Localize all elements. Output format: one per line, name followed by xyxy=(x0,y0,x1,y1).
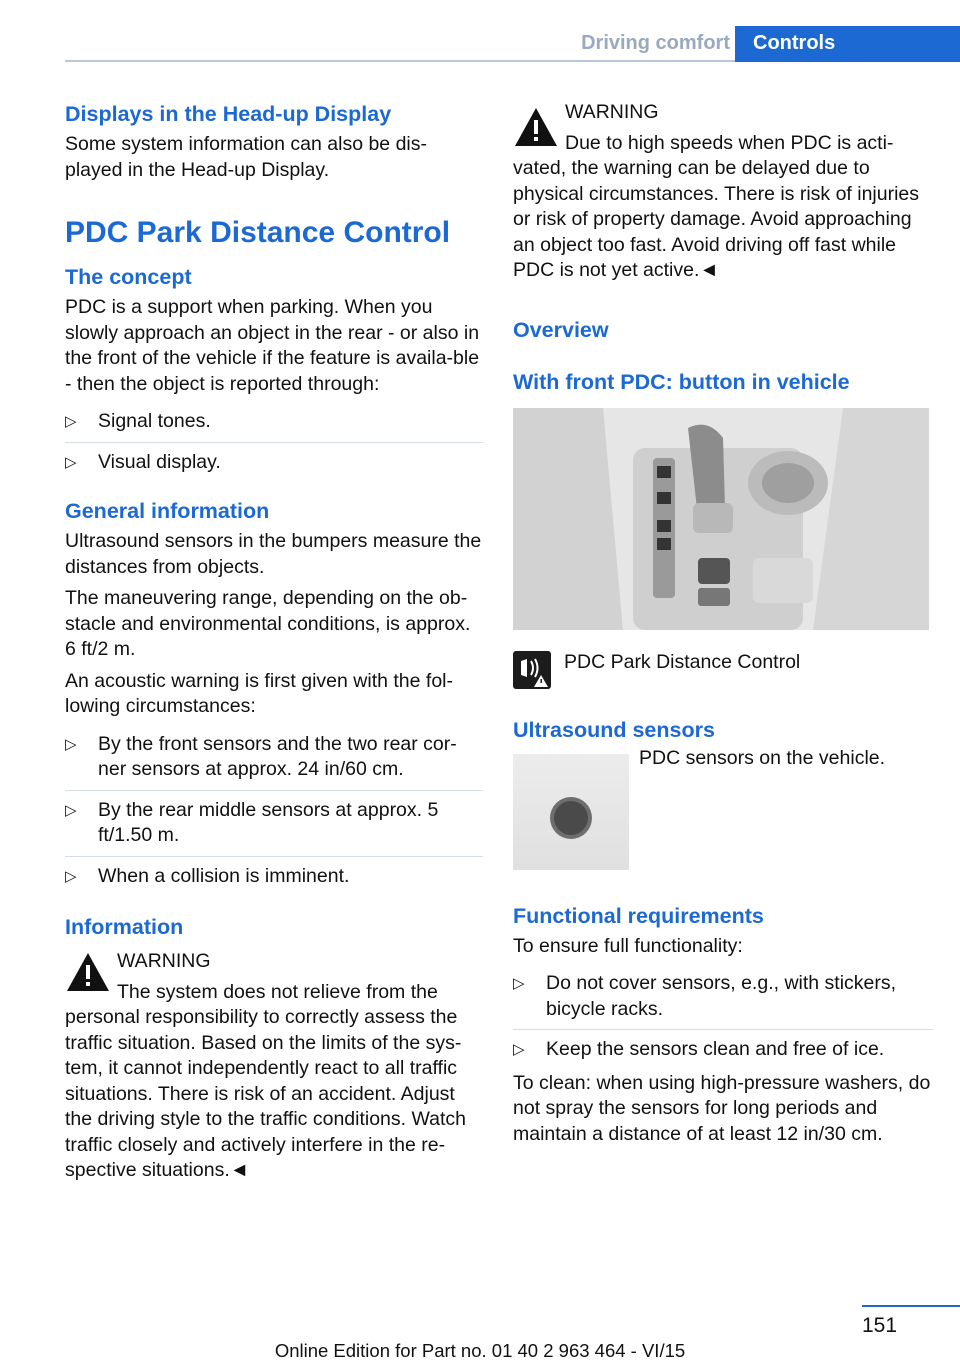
list-item: ▷ Do not cover sensors, e.g., with stickers, bicycle racks. xyxy=(513,972,897,1020)
info-heading: Information xyxy=(65,915,184,939)
sensors-caption: PDC sensors on the vehicle. xyxy=(639,746,886,769)
list-item: ▷ Signal tones. xyxy=(65,409,483,435)
divider xyxy=(65,790,483,791)
divider xyxy=(65,856,483,857)
bullet-icon: ▷ xyxy=(513,1041,525,1058)
bullet-icon: ▷ xyxy=(65,453,77,471)
general-p1: Ultrasound sensors in the bumpers measure the distances from objects. xyxy=(65,530,482,578)
general-list xyxy=(65,732,483,890)
footer-rule xyxy=(862,1305,960,1307)
center-console-illustration xyxy=(513,408,929,630)
list-item: ▷ When a collision is imminent. xyxy=(65,864,483,890)
warning-text: The system does not relieve from the personal responsibility to correctly assess the traffic situation. Based on the limits of the sys-tem, it cannot independently react to all traffic situations. There is risk of an accident. Adjust the driving style to the traffic conditions. Watch traffic closely and actively interfere in the re-spective situations.◄ xyxy=(65,980,467,1181)
concept-text: PDC is a support when parking. When you slowly approach an object in the rear - or also in the front of the vehicle if the feature is availa-ble - then the object is reported through: xyxy=(65,296,480,395)
warning-icon xyxy=(513,106,559,148)
footer-text: Online Edition for Part no. 01 40 2 963 464 - VI/15 xyxy=(274,1340,686,1361)
list-item: ▷ By the rear middle sensors at approx. 5 ft/1.50 m. xyxy=(65,798,439,846)
general-p2: The maneuvering range, depending on the ob-stacle and environmental conditions, is approx. 6 ft/2 m. xyxy=(65,587,471,660)
right-column xyxy=(513,100,933,1147)
warning-label: WARNING xyxy=(565,101,659,123)
divider xyxy=(65,442,483,443)
divider xyxy=(513,1029,933,1030)
bullet-icon: ▷ xyxy=(65,867,77,885)
sensors-heading: Ultrasound sensors xyxy=(513,717,715,742)
hud-text: Some system information can also be dis-played in the Head-up Display. xyxy=(65,133,427,181)
button-caption-row xyxy=(513,648,933,696)
bullet-icon: ▷ xyxy=(65,735,77,753)
warning-block xyxy=(513,100,933,284)
button-caption: PDC Park Distance Control xyxy=(564,650,801,673)
warning-icon xyxy=(65,951,111,993)
bullet-icon: ▷ xyxy=(65,801,77,819)
requirements-intro: To ensure full functionality: xyxy=(513,934,743,957)
list-item: ▷ Keep the sensors clean and free of ice. xyxy=(513,1037,933,1063)
sensor-photo xyxy=(513,754,629,870)
general-p3: An acoustic warning is first given with the fol-lowing circumstances: xyxy=(65,669,454,717)
header-section: Driving comfort xyxy=(581,32,730,54)
sensor-row xyxy=(513,746,933,872)
pdc-button-icon xyxy=(513,651,551,689)
requirements-heading: Functional requirements xyxy=(513,903,764,928)
front-pdc-heading: With front PDC: button in vehicle xyxy=(513,369,850,394)
left-column xyxy=(65,100,483,1184)
warning-block xyxy=(65,949,483,1184)
general-heading: General information xyxy=(65,499,270,523)
list-item: ▷ Visual display. xyxy=(65,450,483,476)
warning-label: WARNING xyxy=(117,950,211,972)
bullet-icon: ▷ xyxy=(65,413,77,430)
header-chapter: Controls xyxy=(735,26,960,62)
requirements-list xyxy=(513,971,933,1063)
page-title: PDC Park Distance Control xyxy=(65,216,451,249)
overview-heading: Overview xyxy=(513,317,609,342)
hud-heading: Displays in the Head-up Display xyxy=(65,102,392,126)
warning-text: Due to high speeds when PDC is acti-vated, the warning can be delayed due to physical circumstances. There is risk of injuries or risk of property damage. Avoid approaching an object too fast. Avoid driving off fast while PDC is not yet active.◄ xyxy=(513,131,920,281)
center-console-photo xyxy=(513,408,929,630)
list-item: ▷ By the front sensors and the two rear cor-ner sensors at approx. 24 in/60 cm. xyxy=(65,732,457,780)
concept-heading: The concept xyxy=(65,265,192,289)
cleaning-text: To clean: when using high-pressure washers, do not spray the sensors for long periods and maintain a distance of at least 12 in/30 cm. xyxy=(513,1071,931,1145)
page-number: 151 xyxy=(862,1314,898,1337)
concept-list xyxy=(65,409,483,475)
bullet-icon: ▷ xyxy=(513,975,525,992)
